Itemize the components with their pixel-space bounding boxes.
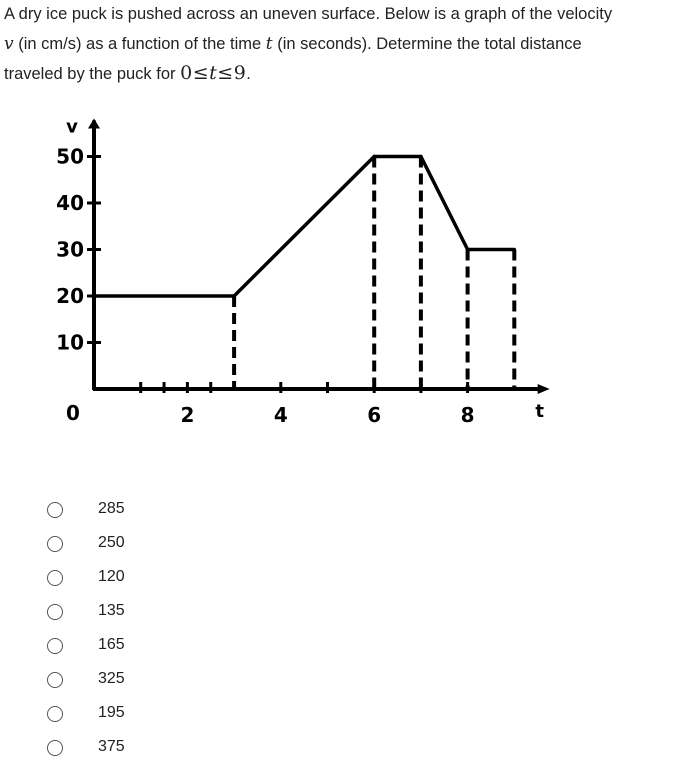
y-tick-label: 30: [56, 237, 84, 262]
y-tick-label: 50: [56, 144, 84, 169]
x-axis-arrow: [538, 384, 550, 394]
radio-button[interactable]: [47, 536, 63, 552]
answer-choice[interactable]: [0, 732, 300, 766]
choice-label[interactable]: 285: [98, 500, 125, 517]
choice-label[interactable]: 120: [98, 568, 125, 585]
question-period: .: [246, 65, 251, 83]
question-line-2-text-b: (in seconds). Determine the total distance: [272, 34, 582, 53]
y-tick-label: 10: [56, 330, 84, 355]
range-upper: 9: [233, 62, 247, 84]
axis-labels: [56, 117, 544, 428]
choice-label[interactable]: 165: [98, 636, 125, 653]
origin-label: 0: [66, 401, 80, 425]
radio-button[interactable]: [47, 570, 63, 586]
radio-button[interactable]: [47, 502, 63, 518]
velocity-curve-group: [94, 157, 514, 297]
velocity-segment: [234, 157, 374, 297]
velocity-segment: [421, 157, 468, 250]
radio-button[interactable]: [47, 706, 63, 722]
dashed-drop-lines: [234, 157, 514, 388]
answer-choice[interactable]: [0, 528, 300, 562]
x-axis-label: t: [535, 401, 544, 422]
radio-button[interactable]: [47, 604, 63, 620]
question-line-3-text: traveled by the puck for: [4, 65, 181, 83]
range-le-1: ≤: [192, 62, 210, 84]
x-tick-label: 2: [180, 403, 195, 427]
answer-choice[interactable]: [0, 494, 300, 528]
choice-label[interactable]: 375: [98, 738, 125, 755]
range-variable: t: [209, 62, 218, 84]
y-axis-label: v: [66, 116, 78, 138]
answer-choice[interactable]: [0, 596, 300, 630]
radio-button[interactable]: [47, 740, 63, 756]
time-variable: t: [265, 33, 273, 54]
question-line-2-text-a: (in cm/s) as a function of the time: [13, 34, 266, 53]
choice-label[interactable]: 135: [98, 602, 125, 619]
y-axis-arrow: [88, 119, 100, 129]
choice-label[interactable]: 195: [98, 704, 125, 721]
radio-button[interactable]: [47, 672, 63, 688]
answer-choice[interactable]: [0, 664, 300, 698]
range-lower: 0: [180, 62, 193, 84]
y-tick-label: 20: [56, 284, 84, 308]
answer-choice[interactable]: [0, 630, 300, 664]
question-line-1-text: A dry ice puck is pushed across an uneven surface. Below is a graph of the velocity: [4, 5, 613, 23]
range-le-2: ≤: [217, 62, 234, 84]
velocity-variable: v: [4, 33, 14, 54]
x-tick-label: 4: [273, 403, 288, 427]
x-tick-label: 8: [460, 403, 475, 427]
y-tick-label: 40: [56, 191, 84, 215]
answer-choice[interactable]: [0, 698, 300, 732]
axes: [87, 119, 550, 395]
choice-label[interactable]: 250: [98, 534, 125, 551]
x-tick-label: 6: [367, 403, 382, 427]
answer-choice[interactable]: [0, 562, 300, 596]
radio-button[interactable]: [47, 638, 63, 654]
choice-label[interactable]: 325: [98, 670, 125, 687]
